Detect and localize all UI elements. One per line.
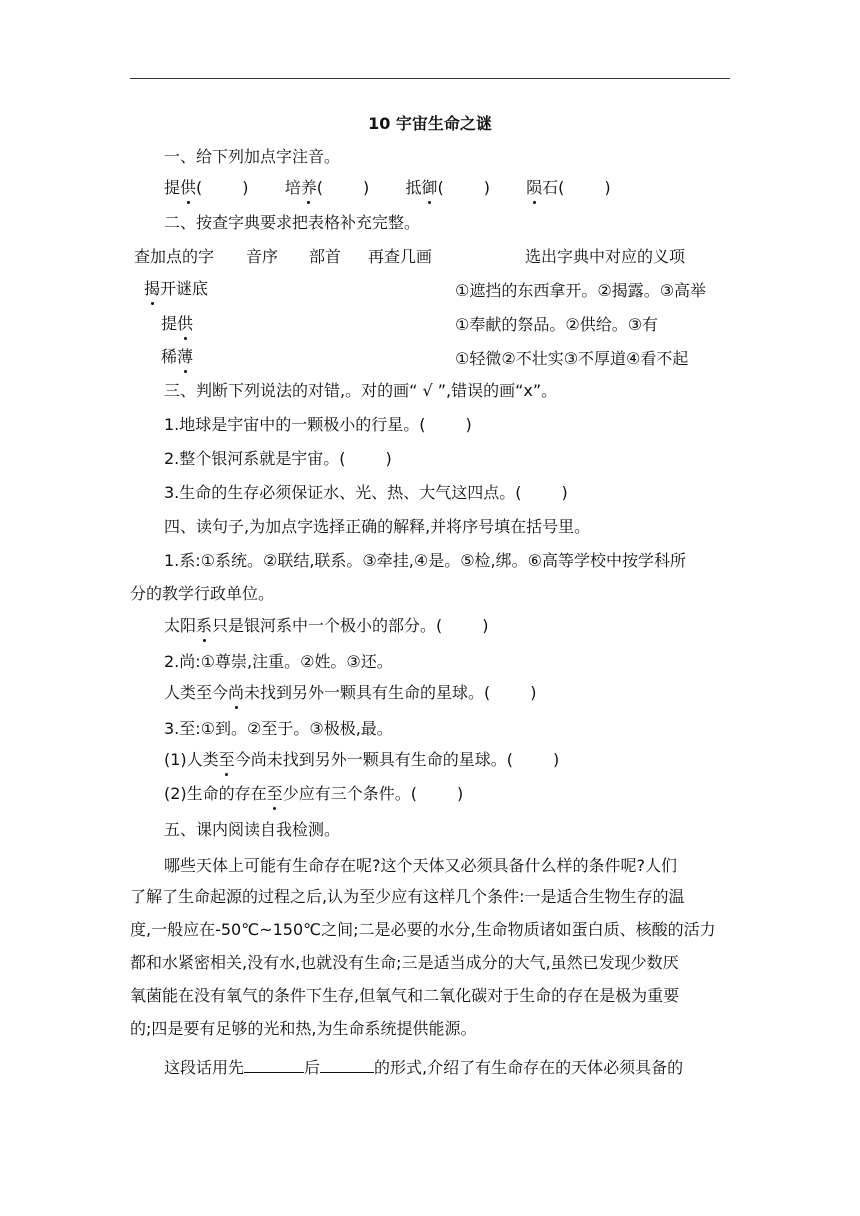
table-row-meanings: ①轻微②不壮实③不厚道④看不起: [455, 349, 689, 368]
table-row-word: 提供: [161, 314, 194, 333]
pinyin-item: 培养( ): [284, 178, 370, 197]
definition-line: 1.系:①系统。②联结,联系。③牵挂,④是。⑤检,绑。⑥高等学校中按学科所: [164, 551, 686, 570]
table-header: 再查几画: [368, 247, 433, 266]
definition-line: 3.至:①到。②至于。③极极,最。: [164, 719, 393, 738]
definition-line: 2.尚:①尊崇,注重。②姓。③还。: [164, 652, 393, 671]
sentence-line: 人类至今尚未找到另外一颗具有生命的星球。( ): [164, 683, 537, 702]
pinyin-item: 抵御( ): [405, 178, 490, 197]
pinyin-item: 陨石( ): [526, 178, 611, 197]
judge-item: 1.地球是宇宙中的一颗极小的行星。( ): [164, 415, 472, 434]
definition-line: 分的教学行政单位。: [130, 584, 275, 603]
section-1-items: [130, 177, 764, 199]
table-row-meanings: ①遮挡的东西拿开。②揭露。③高举: [455, 281, 707, 300]
section-2-heading: 二、按查字典要求把表格补充完整。: [164, 213, 421, 232]
page-title: 10 宇宙生命之谜: [368, 114, 492, 133]
passage-line: 的;四是要有足够的光和热,为生命系统提供能源。: [130, 1019, 477, 1038]
section-4-heading: 四、读句子,为加点字选择正确的解释,并将序号填在括号里。: [164, 517, 591, 536]
section-5-heading: 五、课内阅读自我检测。: [164, 820, 341, 839]
answer-blank[interactable]: [244, 1054, 304, 1073]
pinyin-item: 提供( ): [164, 178, 249, 197]
passage-line: 都和水紧密相关,没有水,也就没有生命;三是适当成分的大气,虽然已发现少数厌: [130, 953, 679, 972]
sentence-line: (1)人类至今尚未找到另外一颗具有生命的星球。( ): [164, 750, 560, 769]
table-row-word: 稀薄: [161, 347, 194, 366]
table-header: 部首: [309, 247, 342, 266]
passage-line: 氧菌能在没有氧气的条件下生存,但氧气和二氧化碳对于生命的存在是极为重要: [130, 986, 680, 1005]
judge-item: 3.生命的生存必须保证水、光、热、大气这四点。( ): [164, 483, 568, 502]
passage-line: 度,一般应在-50℃~150℃之间;二是必要的水分,生命物质诸如蛋白质、核酸的活力: [130, 920, 716, 939]
answer-blank[interactable]: [320, 1054, 374, 1073]
sentence-line: (2)生命的存在至少应有三个条件。( ): [164, 784, 464, 803]
header-rule: [130, 78, 730, 79]
section-1-heading: 一、给下列加点字注音。: [164, 147, 341, 166]
table-header: 查加点的字: [134, 247, 215, 266]
table-header: 音序: [246, 247, 279, 266]
table-row-meanings: ①奉献的祭品。②供给。③有: [455, 315, 659, 334]
passage-line: 哪些天体上可能有生命存在呢?这个天体又必须具备什么样的条件呢?人们: [164, 856, 677, 875]
sentence-line: 太阳系只是银河系中一个极小的部分。( ): [164, 616, 489, 635]
judge-item: 2.整个银河系就是宇宙。( ): [164, 449, 392, 468]
fill-blank-question: 这段话用先 后 的形式,介绍了有生命存在的天体必须具备的: [130, 1054, 764, 1079]
table-header: 选出字典中对应的义项: [525, 247, 686, 266]
passage-line: 了解了生命起源的过程之后,认为至少应有这样几个条件:一是适合生物生存的温: [130, 887, 685, 906]
table-row-word: 揭开谜底: [144, 279, 209, 298]
section-3-heading: 三、判断下列说法的对错,。对的画“ √ ”,错误的画“x”。: [164, 381, 558, 400]
